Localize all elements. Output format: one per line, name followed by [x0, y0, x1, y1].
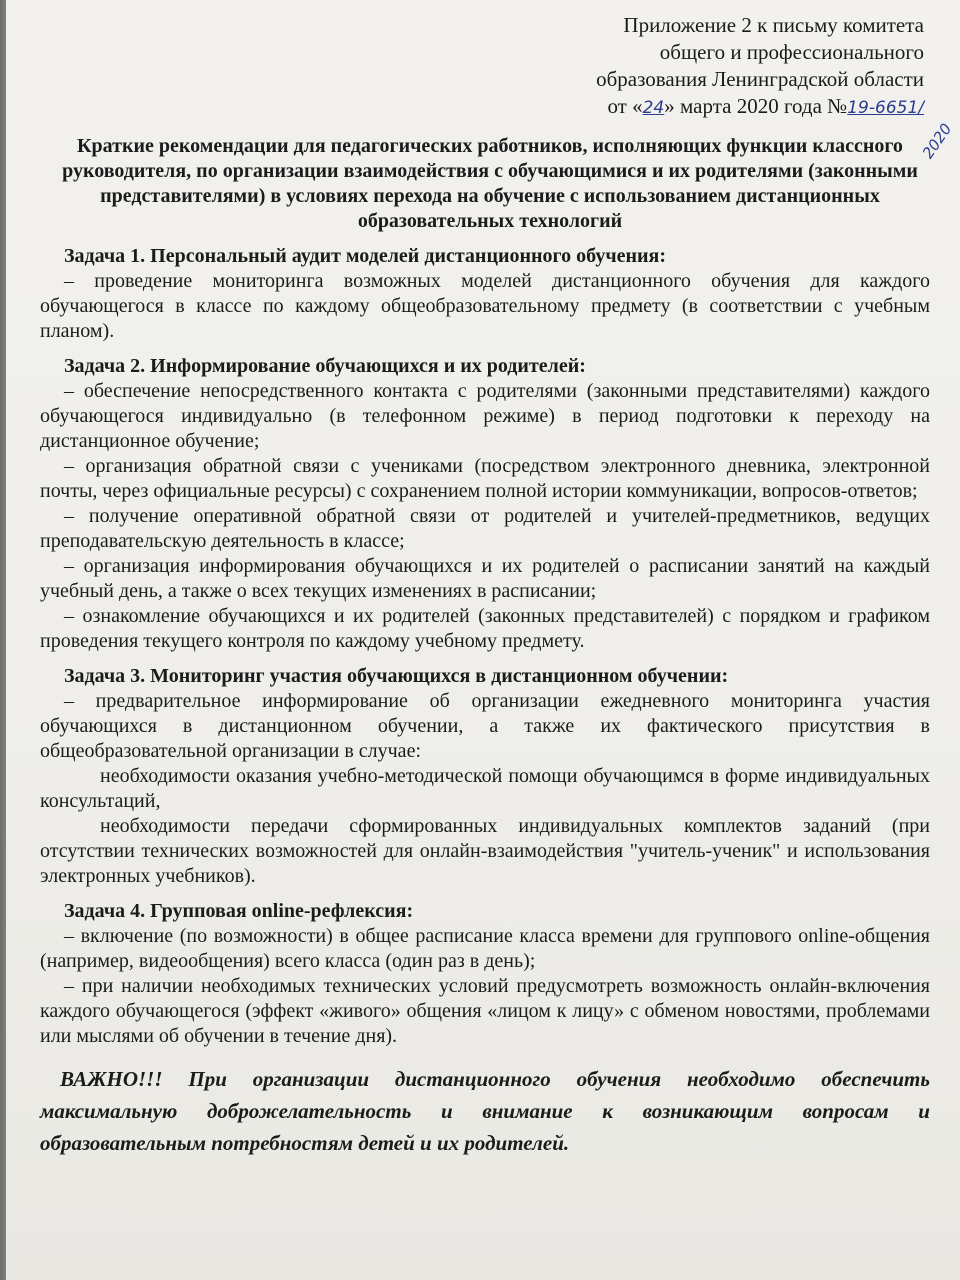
attachment-header	[40, 12, 924, 122]
task-4	[40, 899, 930, 1049]
task-3	[40, 664, 930, 889]
header-line-3: образования Ленинградской области	[596, 67, 924, 91]
task-2-item-4: – организация информирования обучающихся и их родителей о расписании занятий на каждый учебный день, а также о всех текущих изменениях в расписании;	[40, 555, 930, 602]
header-date-prefix: от «	[607, 94, 643, 118]
header-line-2: общего и профессионального	[659, 40, 924, 64]
document-title: Краткие рекомендации для педагогических работников, исполняющих функции классного руководителя, по организации взаимодействия с обучающимися и их родителями (законными представителями) в условиях перехода на обучение с использованием дистанционных образовательных технологий	[62, 135, 918, 232]
important-note: ВАЖНО!!! При организации дистанционного обучения необходимо обеспечить максимальную доброжелательность и внимание к возникающим вопросам и образовательным потребностям детей и их родителей.	[40, 1067, 930, 1155]
task-2-item-3: – получение оперативной обратной связи от родителей и учителей-предметников, ведущих преподавательскую деятельность в классе;	[40, 505, 930, 552]
task-1	[40, 244, 930, 344]
task-4-item-1: – включение (по возможности) в общее расписание класса времени для группового online-общения (например, видеообщения) всего класса (один раз в день);	[40, 925, 930, 972]
task-2-heading: Задача 2. Информирование обучающихся и их родителей:	[64, 355, 586, 377]
task-2	[40, 354, 930, 654]
task-1-item-1: – проведение мониторинга возможных моделей дистанционного обучения для каждого обучающегося в классе по каждому общеобразовательному предмету (в соответствии с учебным планом).	[40, 270, 930, 342]
handwritten-number: 19-6651/	[847, 98, 924, 118]
header-line-1: Приложение 2 к письму комитета	[623, 13, 924, 37]
task-2-item-5: – ознакомление обучающихся и их родителей (законных представителей) с порядком и графиком проведения текущего контроля по каждому учебному предмету.	[40, 605, 930, 652]
handwritten-number-year: 2020	[918, 120, 956, 162]
task-3-item-2: необходимости оказания учебно-методической помощи обучающимся в форме индивидуальных консультаций,	[40, 765, 930, 812]
document-page	[6, 0, 960, 1280]
task-3-heading: Задача 3. Мониторинг участия обучающихся в дистанционном обучении:	[64, 665, 729, 687]
handwritten-day: 24	[642, 98, 665, 118]
task-1-heading: Задача 1. Персональный аудит моделей дистанционного обучения:	[64, 245, 667, 267]
header-line-4	[40, 93, 924, 122]
task-4-heading: Задача 4. Групповая online-рефлексия:	[64, 900, 414, 922]
task-3-item-3: необходимости передачи сформированных индивидуальных комплектов заданий (при отсутствии технических возможностей для онлайн-взаимодействия "учитель-ученик" и использования электронных учебников).	[40, 815, 930, 887]
task-3-item-1: – предварительное информирование об организации ежедневного мониторинга участия обучающихся в дистанционном обучении, а также их фактического присутствия в общеобразовательной организации в случае:	[40, 690, 930, 762]
task-2-item-1: – обеспечение непосредственного контакта с родителями (законными представителями) каждого обучающегося индивидуально (в телефонном режиме) в период подготовки к переходу на дистанционное обучение;	[40, 380, 930, 452]
task-4-item-2: – при наличии необходимых технических условий предусмотреть возможность онлайн-включения каждого обучающегося (эффект «живого» общения «лицом к лицу» с обменом новостями, проблемами или мыслями об обучении в течение дня).	[40, 975, 930, 1047]
header-date-mid: » марта 2020 года №	[664, 94, 848, 118]
task-2-item-2: – организация обратной связи с учениками (посредством электронного дневника, электронной почты, через официальные ресурсы) с сохранением полной истории коммуникации, вопросов-ответов;	[40, 455, 930, 502]
